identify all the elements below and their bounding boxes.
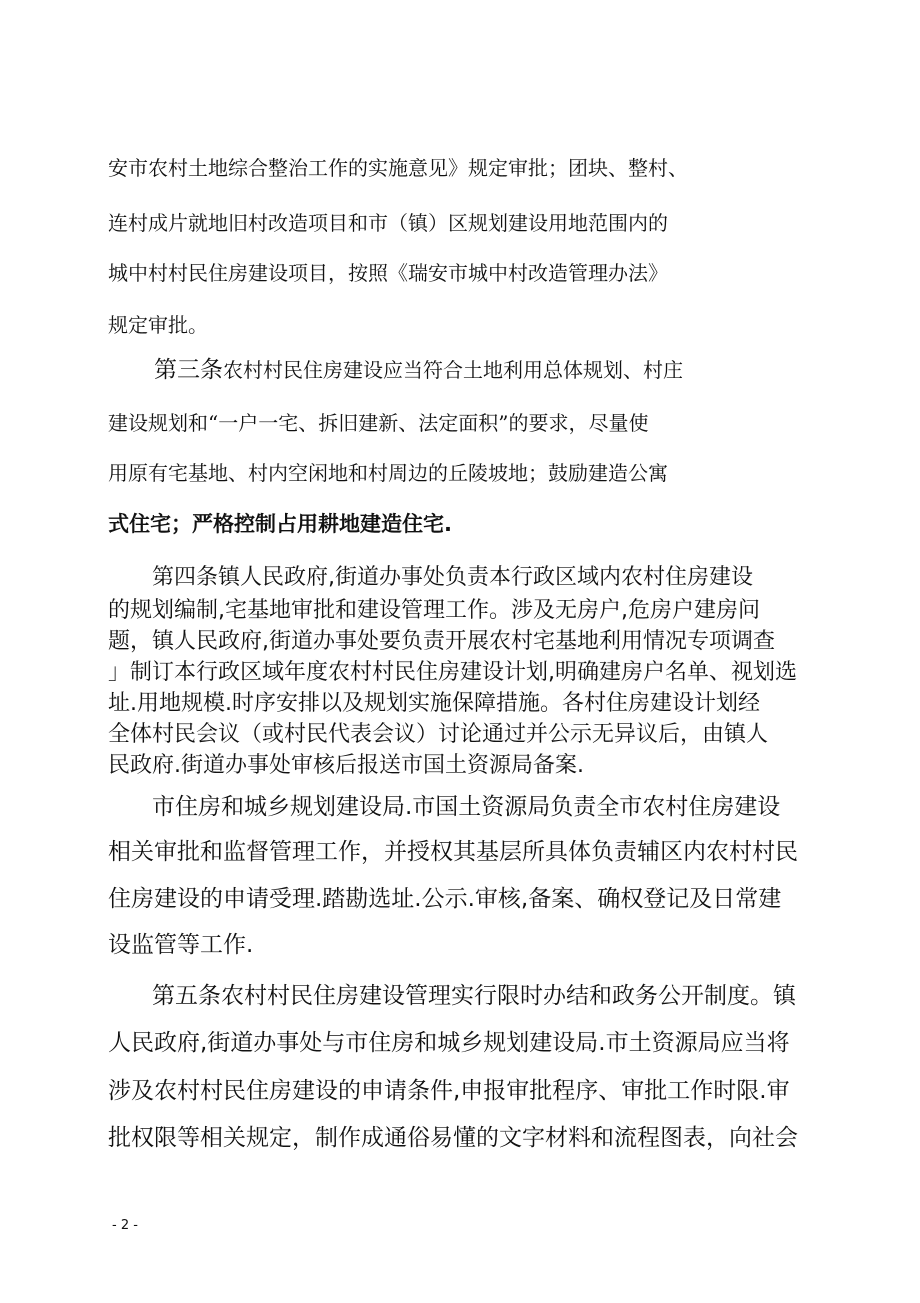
article-4-line-6: 全体村民会议（或村民代表会议）讨论通过并公示无异议后，由镇人 [108,722,769,747]
article-4-line-1: 第四条镇人民政府,街道办事处负责本行政区域内农村住房建设 [152,565,753,590]
article-5-line-1: 第五条农村村民住房建设管理实行限时办结和政务公开制度。镇 [152,983,796,1009]
article-5-line-4: 批权限等相关规定，制作成通俗易懂的文字材料和流程图表，向社会 [108,1125,798,1151]
article-4-line-7: 民政府.街道办事处审核后报送市国土资源局备案. [108,753,584,778]
paragraph-1-line-4: 规定审批。 [108,313,208,337]
article-4b-line-3: 住房建设的申请受理.踏勘选址.公示.审核,备案、确权登记及日常建 [108,886,782,912]
page-number: - 2 - [112,1218,138,1233]
article-3-line-3: 用原有宅基地、村内空闲地和村周边的丘陵坡地；鼓励建造公寓 [108,461,668,485]
article-4-line-4: 」制订本行政区域年度农村村民住房建设计划,明确建房户名单、视划选 [108,660,797,685]
article-3-line-1-text: 农村村民住房建设应当符合土地利用总体规划、村庄 [223,358,683,382]
paragraph-1-line-2: 连村成片就地旧村改造项目和市（镇）区规划建设用地范围内的 [108,211,668,235]
article-4b-line-1: 市住房和城乡规划建设局.市国土资源局负责全市农村住房建设 [152,794,781,820]
article-4-line-3: 题，镇人民政府,街道办事处要负责开展农村宅基地利用情况专项调查 [108,629,775,654]
article-4b-line-4: 设监管等工作. [108,932,254,958]
article-3-line-4: 式住宅；严格控制占用耕地建造住宅. [108,512,452,536]
article-3-line-2: 建设规划和“一户一宅、拆旧建新、法定面积”的要求，尽量使 [108,411,649,435]
article-4-line-5: 址.用地规模.时序安排以及规划实施保障措施。各村住房建设计划经 [108,691,760,716]
paragraph-1-line-1: 安市农村土地综合整治工作的实施意见》规定审批；团块、整村、 [108,156,688,180]
article-3-heading: 第三条 [154,357,223,383]
article-4-line-2: 的规划编制,宅基地审批和建设管理工作。涉及无房户,危房户建房问 [108,598,760,623]
article-4b-line-2: 相关审批和监督管理工作，并授权其基层所具体负责辅区内农村村民 [108,839,798,865]
paragraph-1-line-3: 城中村村民住房建设项目，按照《瑞安市城中村改造管理办法》 [108,261,668,285]
article-5-line-3: 涉及农村村民住房建设的申请条件,申报审批程序、审批工作时限.审 [108,1078,790,1104]
article-3-line-1 [154,351,683,384]
article-5-line-2: 人民政府,街道办事处与市住房和城乡规划建设局.市土资源局应当将 [108,1030,790,1056]
